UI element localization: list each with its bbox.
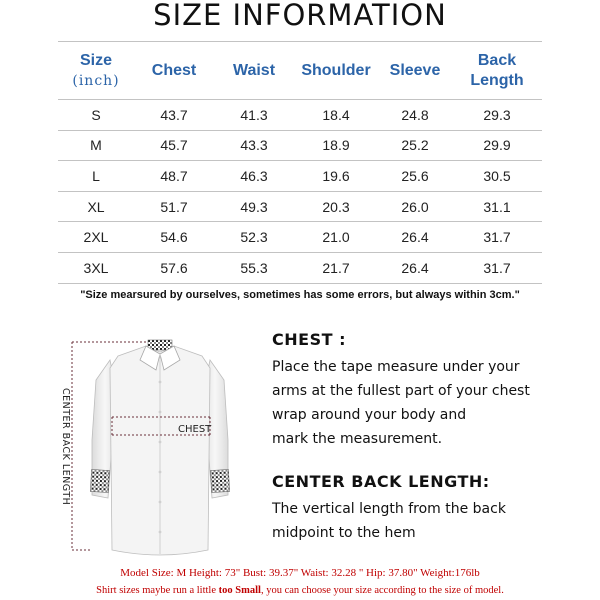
chest-description: [272, 355, 592, 451]
cell-size: S: [58, 100, 134, 131]
back-length-heading: CENTER BACK LENGTH:: [272, 472, 490, 491]
cell-chest: 54.6: [134, 222, 214, 253]
measurement-note: "Size mearsured by ourselves, sometimes has some errors, but always within 3cm.": [80, 289, 520, 301]
chest-line: wrap around your body and: [272, 407, 467, 423]
header-size-label: Size: [79, 51, 112, 69]
fit-note-emphasis: too Small: [218, 585, 261, 596]
back-line: The vertical length from the back: [272, 501, 506, 517]
table-row: [58, 100, 542, 131]
header-back-label: Back: [477, 51, 517, 69]
cell-chest: 57.6: [134, 252, 214, 283]
chest-heading: CHEST :: [272, 330, 346, 349]
cell-back: 31.1: [452, 191, 542, 222]
header-back-length: [452, 42, 542, 100]
cell-waist: 46.3: [214, 161, 294, 192]
shirt-illustration: [60, 320, 260, 560]
cell-shoulder: 18.4: [294, 100, 378, 131]
back-line: midpoint to the hem: [272, 525, 416, 541]
header-sleeve: Sleeve: [378, 42, 452, 100]
cell-shoulder: 20.3: [294, 191, 378, 222]
cell-sleeve: 24.8: [378, 100, 452, 131]
header-size: [58, 42, 134, 100]
cell-back: 29.9: [452, 130, 542, 161]
table-row: [58, 161, 542, 192]
cell-sleeve: 26.4: [378, 222, 452, 253]
cell-waist: 52.3: [214, 222, 294, 253]
cell-waist: 41.3: [214, 100, 294, 131]
cell-waist: 43.3: [214, 130, 294, 161]
cell-shoulder: 21.0: [294, 222, 378, 253]
chest-label: CHEST: [178, 424, 212, 435]
chest-line: arms at the fullest part of your chest: [272, 383, 530, 399]
fit-note: [0, 585, 600, 596]
header-chest: Chest: [134, 42, 214, 100]
cell-sleeve: 25.2: [378, 130, 452, 161]
header-unit: (inch): [72, 72, 120, 89]
cell-back: 31.7: [452, 222, 542, 253]
cell-sleeve: 25.6: [378, 161, 452, 192]
page-title: SIZE INFORMATION: [153, 0, 447, 32]
cell-size: L: [58, 161, 134, 192]
model-size-info: Model Size: M Height: 73" Bust: 39.37" Waist: 32.28 " Hip: 37.80" Weight:176lb: [120, 567, 480, 579]
back-length-description: [272, 497, 592, 545]
cell-size: XL: [58, 191, 134, 222]
cell-chest: 48.7: [134, 161, 214, 192]
cell-waist: 55.3: [214, 252, 294, 283]
shirt-diagram: [60, 320, 260, 560]
header-waist: Waist: [214, 42, 294, 100]
cell-size: M: [58, 130, 134, 161]
cell-size: 2XL: [58, 222, 134, 253]
cell-chest: 45.7: [134, 130, 214, 161]
header-shoulder: Shoulder: [294, 42, 378, 100]
table-header-row: [58, 42, 542, 100]
chest-line: mark the measurement.: [272, 431, 443, 447]
table-row: [58, 130, 542, 161]
fit-note-start: Shirt sizes maybe run a little: [96, 585, 219, 596]
cell-chest: 43.7: [134, 100, 214, 131]
back-length-label: CENTER BACK LENGTH: [60, 388, 71, 506]
cell-back: 30.5: [452, 161, 542, 192]
table-row: [58, 222, 542, 253]
cell-back: 31.7: [452, 252, 542, 283]
chest-line: Place the tape measure under your: [272, 359, 520, 375]
cell-back: 29.3: [452, 100, 542, 131]
cell-waist: 49.3: [214, 191, 294, 222]
header-length-label: Length: [470, 71, 524, 89]
table-row: [58, 191, 542, 222]
table-row: [58, 252, 542, 283]
cell-size: 3XL: [58, 252, 134, 283]
size-table: [58, 41, 542, 284]
cell-sleeve: 26.4: [378, 252, 452, 283]
cell-chest: 51.7: [134, 191, 214, 222]
cell-shoulder: 19.6: [294, 161, 378, 192]
cell-shoulder: 21.7: [294, 252, 378, 283]
cell-shoulder: 18.9: [294, 130, 378, 161]
fit-note-end: , you can choose your size according to the size of model.: [260, 585, 504, 596]
cell-sleeve: 26.0: [378, 191, 452, 222]
